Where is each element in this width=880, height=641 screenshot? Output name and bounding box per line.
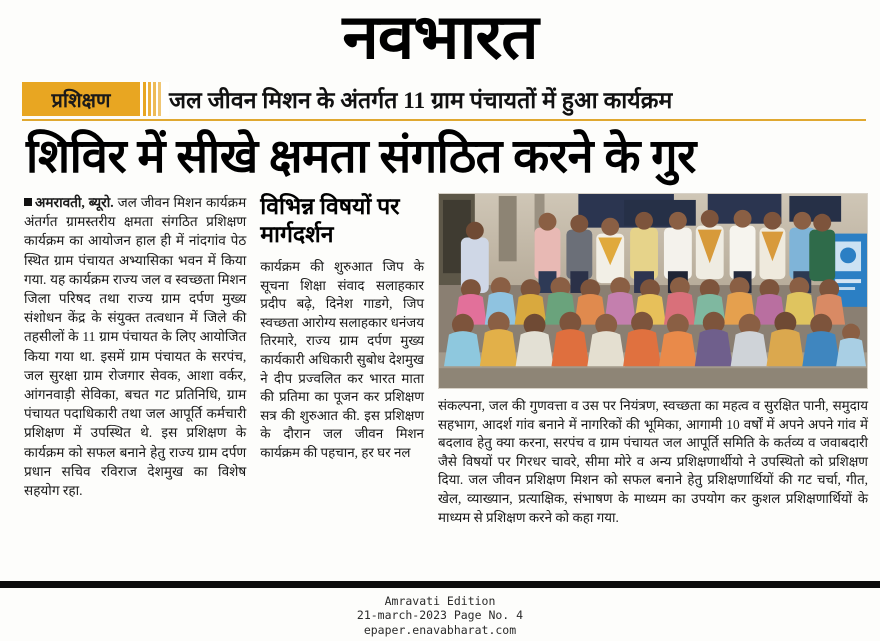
footer-website: epaper.enavabharat.com (363, 622, 517, 637)
column-1-text (24, 193, 246, 500)
column-3-text: संकल्पना, जल की गुणवत्ता व उस पर नियंत्रण, स्वच्छता का महत्व व सुरक्षित पानी, समुदाय सहभाग, आदर्श गांव बनाने में नागरिकों की भूमिका, आगामी 10 वर्षों में अपने अपने गांव में बदलाव हेतु क्या करना, सरपंच व ग्राम पंचायत जल आपूर्ति समिति के कर्तव्य व जवाबदारी जैसे विषयों पर गिरधर चावरे, सीमा मोरे व अन्य प्रशिक्षणार्थीयो ने उपस्थितो को प्रशिक्षण दिया. जल जीवन प्रशिक्षण मिशन को सफल बनाने हेतु प्रशिक्षणार्थियों की गट चर्चा, गीत, खेल, व्याख्यान, प्रत्याक्षिक, संभाषण के माध्यम का उपयोग कर कुशल प्रशिक्षणार्थियों के माध्यम से प्रशिक्षण करने को कहा गया. (438, 398, 868, 525)
article-column-2 (260, 193, 424, 549)
kicker-badge (22, 82, 140, 116)
article-body (0, 187, 880, 549)
kicker-badge-label: प्रशिक्षण (51, 89, 111, 112)
footer-divider-bar (0, 581, 880, 588)
main-headline: शिविर में सीखे क्षमता संगठित करने के गुर (26, 131, 696, 183)
kicker-headline: जल जीवन मिशन के अंतर्गत 11 ग्राम पंचायतों में हुआ कार्यक्रम (169, 88, 673, 113)
section-subheading: विभिन्न विषयों पर मार्गदर्शन (260, 194, 400, 247)
footer-edition: Amravati Edition (384, 593, 496, 608)
column-1-paragraph: जल जीवन मिशन कार्यक्रम अंतर्गत ग्रामस्तरीय क्षमता संगठित प्रशिक्षण कार्यक्रम का आयोजन हाल ही में नांदगांव पेठ स्थित ग्राम पंचायत अभ्यासिका भवन में किया गया. यह कार्यक्रम राज्य जल व स्वच्छता मिशन जिला परिषद तथा राज्य ग्राम दर्पण मुख्य संशोधन केंद्र के संयुक्त तत्वधान में जिले की तहसीलों के 11 ग्राम पंचायत के लिए आयोजित किया गया था. इसमें ग्राम पंचायत के सरपंच, जल सुरक्षा ग्राम रोजगार सेवक, आशा वर्कर, आंगनवाड़ी सेविका, बचत गट प्रतिनिधि, ग्राम पंचायत पदाधिकारी तथा जल आपूर्ति कर्मचारी प्रशिक्षण में उपस्थित थे. इस प्रशिक्षण के कार्यक्रम को सफल बनाने हेतु राज्य ग्राम दर्पण प्रधान सचिव रविराज देशमुख का विशेष सहयोग रहा. (24, 195, 247, 499)
group-photo-illustration (439, 194, 867, 388)
kicker-stripe-bars-icon (140, 82, 169, 116)
article-column-3 (438, 193, 868, 549)
masthead-title: नवभारत (342, 4, 538, 72)
column-2-text: कार्यक्रम की शुरुआत जिप के सूचना शिक्षा संवाद सलाहकार प्रदीप बढ़े, दिनेश गाडगे, जिप स्वच्छता आरोग्य सलाहकार धनंजय तिरमारे, राज्य ग्राम दर्पण मुख्य कार्यकारी अधिकारी सुबोध देशमुख ने दीप प्रज्वलित कर भारत माता की प्रतिमा का पूजन कर प्रशिक्षण सत्र की शुरुआत की. इस प्रशिक्षण के दौरान जल जीवन मिशन कार्यक्रम की पहचान, हर घर नल (260, 259, 424, 460)
kicker-strip (22, 82, 866, 116)
masthead (0, 0, 880, 82)
headline-container (0, 121, 880, 187)
bullet-square-icon (24, 198, 32, 206)
group-photo (438, 193, 868, 389)
footer-date-page: 21-march-2023 Page No. 4 (356, 608, 524, 622)
dateline: अमरावती, ब्यूरो. (35, 195, 114, 210)
footer (0, 594, 880, 638)
article-column-1 (24, 193, 246, 549)
